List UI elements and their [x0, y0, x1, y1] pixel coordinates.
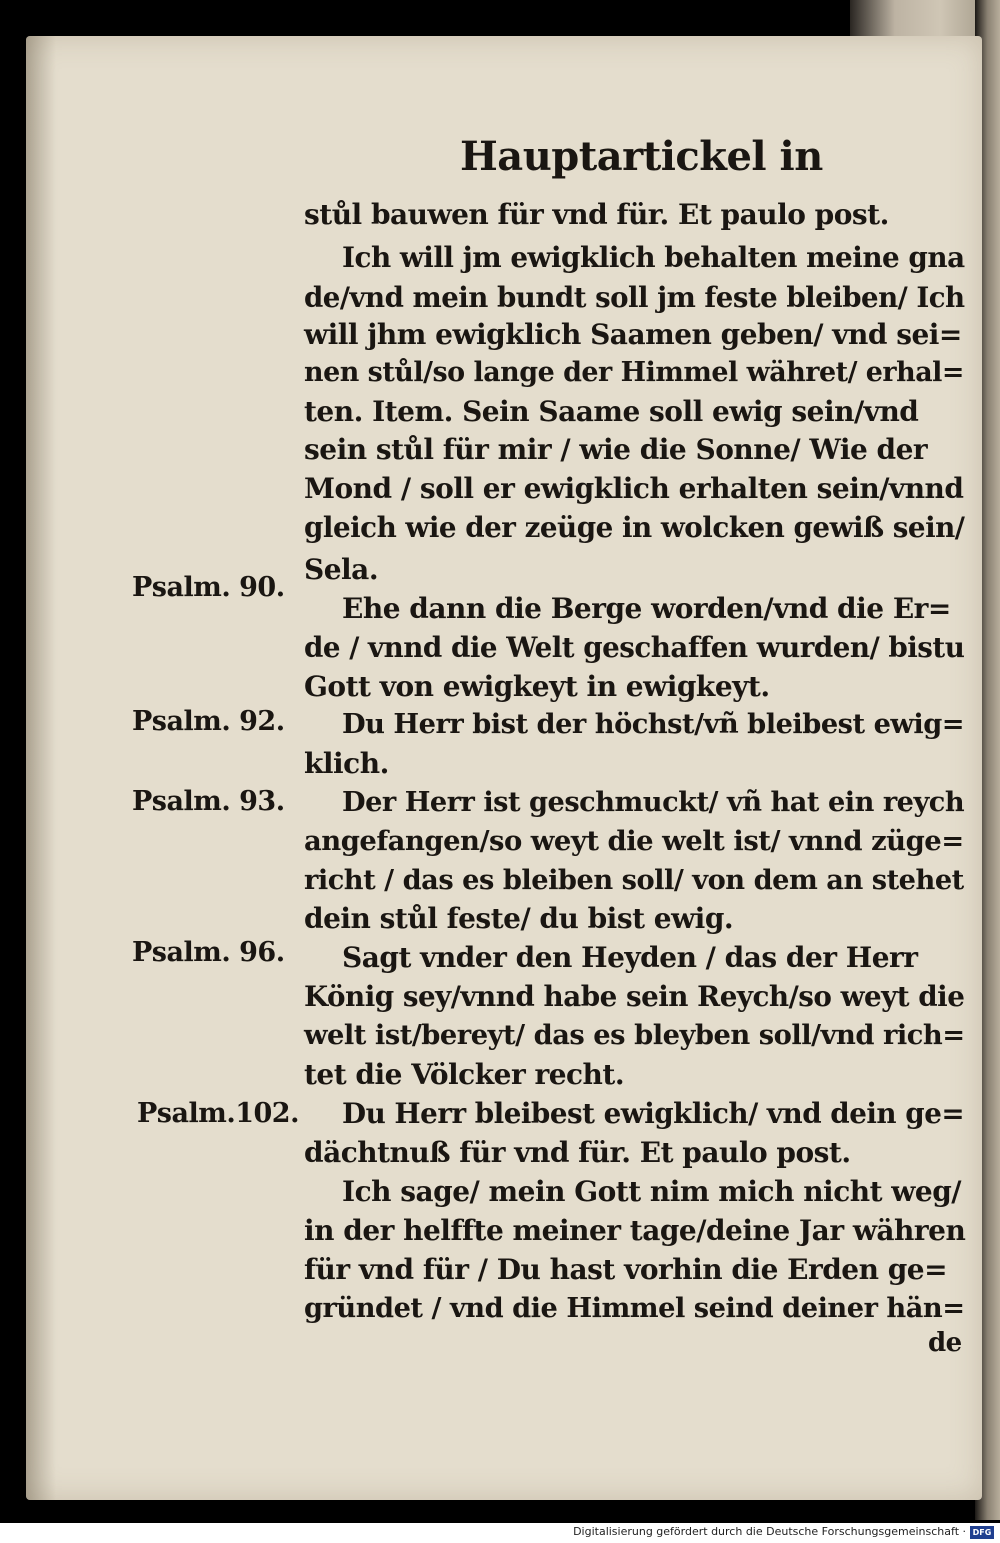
text-line: richt / das es bleiben soll/ von dem an stehet — [304, 864, 964, 896]
text-line: Ich sage/ mein Gott nim mich nicht weg/ — [342, 1175, 962, 1208]
text-line: Sagt vnder den Heyden / das der Herr — [342, 941, 918, 974]
text-line: in der helffte meiner tage/deine Jar währen — [304, 1214, 966, 1247]
text-line: König sey/vnnd habe sein Reych/so weyt die — [304, 980, 965, 1013]
text-line: Du Herr bleibest ewigklich/ vnd dein ge= — [342, 1097, 965, 1130]
margin-note-psalm-102: Psalm.102. — [137, 1098, 299, 1129]
margin-note-psalm-90: Psalm. 90. — [132, 572, 285, 603]
text-line: gleich wie der zeüge in wolcken gewiß sein/ — [304, 511, 965, 544]
page-gutter-shadow — [26, 36, 56, 1500]
text-line: ten. Item. Sein Saame soll ewig sein/vnd — [304, 395, 919, 428]
text-line: Sela. — [304, 553, 379, 586]
running-header: Hauptartickel in — [460, 133, 823, 180]
text-line: Der Herr ist geschmuckt/ vñ hat ein reych — [342, 786, 965, 818]
text-line: angefangen/so weyt die welt ist/ vnnd züge= — [304, 825, 964, 857]
text-line: Mond / soll er ewigklich erhalten sein/vnnd — [304, 472, 964, 505]
margin-note-psalm-96: Psalm. 96. — [132, 937, 285, 968]
margin-note-psalm-92: Psalm. 92. — [132, 706, 285, 737]
text-line: stůl bauwen für vnd für. Et paulo post. — [304, 198, 889, 231]
text-line: Gott von ewigkeyt in ewigkeyt. — [304, 670, 770, 703]
text-line: de / vnnd die Welt geschaffen wurden/ bistu — [304, 631, 965, 664]
text-line: für vnd für / Du hast vorhin die Erden ge= — [304, 1253, 948, 1286]
text-line: welt ist/bereyt/ das es bleyben soll/vnd rich= — [304, 1019, 965, 1051]
dfg-logo: DFG — [970, 1526, 994, 1539]
text-line: tet die Völcker recht. — [304, 1058, 625, 1091]
text-line: Ehe dann die Berge worden/vnd die Er= — [342, 592, 951, 625]
catchword: de — [928, 1328, 962, 1358]
text-line: dein stůl feste/ du bist ewig. — [304, 902, 734, 935]
text-line: will jhm ewigklich Saamen geben/ vnd sei= — [304, 318, 962, 351]
funding-credit: Digitalisierung gefördert durch die Deutsche Forschungsgemeinschaft · — [573, 1525, 966, 1538]
text-line: sein stůl für mir / wie die Sonne/ Wie der — [304, 433, 928, 466]
text-line: Ich will jm ewigklich behalten meine gna — [342, 241, 965, 274]
text-line: nen stůl/so lange der Himmel währet/ erhal= — [304, 357, 964, 388]
text-line: klich. — [304, 747, 389, 780]
margin-note-psalm-93: Psalm. 93. — [132, 786, 285, 817]
text-line: gründet / vnd die Himmel seind deiner hän= — [304, 1292, 965, 1324]
text-line: Du Herr bist der höchst/vñ bleibest ewig= — [342, 708, 965, 740]
text-line: dächtnuß für vnd für. Et paulo post. — [304, 1136, 851, 1169]
text-line: de/vnd mein bundt soll jm feste bleiben/ Ich — [304, 281, 965, 314]
